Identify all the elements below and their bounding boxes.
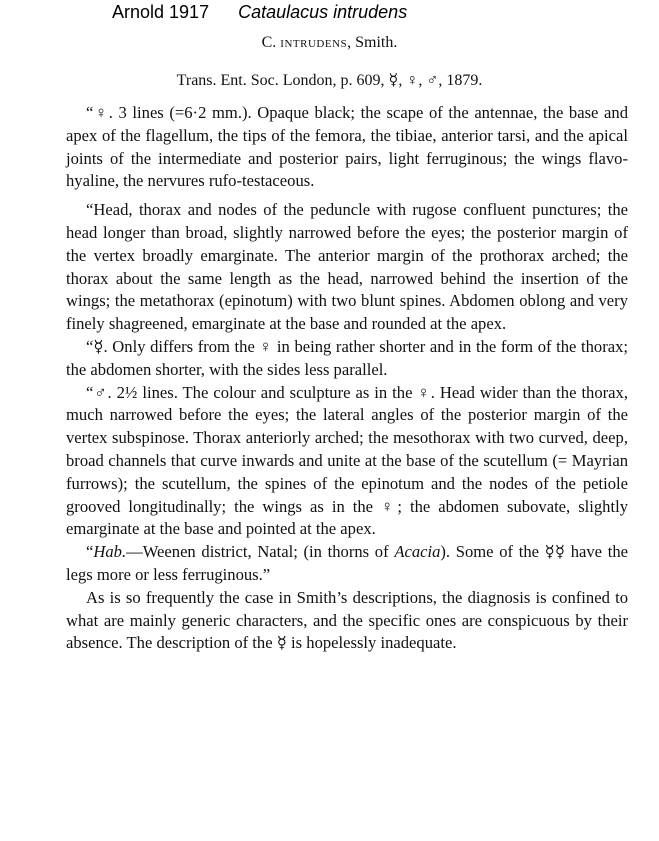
male-description-paragraph: “♂. 2½ lines. The colour and sculpture as in the ♀. Head wider than the thorax, much narrowed before the eyes; the lateral angles of the posterior margin of the vertex subspinose. Thorax anteriorly arched; the mesothorax with two curved, deep, broad channels that curve inwards and unite at the base of the scutellum (= Mayrian furrows); the scutellum, the spines of the epinotum and the nodes of the petiole grooved longitudinally; the wings as in the ♀; the abdomen subovate, slightly emarginate at the base and pointed at the apex. bbox=[66, 382, 628, 539]
title-prefix: C. bbox=[261, 34, 281, 51]
species-title bbox=[0, 34, 659, 52]
hab-genus: Acacia bbox=[394, 542, 441, 562]
female-description-paragraph: “♀. 3 lines (=6·2 mm.). Opaque black; the scape of the antennae, the base and apex of the flagellum, the tips of the femora, the tibiae, anterior tarsi, and the apical joints of the intermediate and posterior pairs, light ferruginous; the wings flavo-hyaline, the nervures rufo-testaceous. bbox=[66, 103, 628, 191]
header-species: Cataulacus intrudens bbox=[238, 2, 408, 22]
page-header bbox=[112, 2, 407, 23]
title-name: intrudens bbox=[280, 34, 348, 51]
hab-label: Hab. bbox=[93, 542, 127, 562]
description-body bbox=[66, 102, 628, 655]
hab-text-before: —Weenen district, Natal; (in thorns of bbox=[126, 542, 395, 562]
citation-reference: Trans. Ent. Soc. London, p. 609, ☿, ♀, ♂, 1879. bbox=[176, 72, 483, 89]
title-suffix: , Smith. bbox=[347, 34, 398, 51]
commentary-paragraph: As is so frequently the case in Smith’s descriptions, the diagnosis is confined to what are mainly generic characters, and the specific ones are conspicuous by their absence. The description of the ☿ is hopelessly inadequate. bbox=[66, 587, 628, 653]
head-thorax-paragraph: “Head, thorax and nodes of the peduncle with rugose confluent punctures; the head longer than broad, slightly narrowed before the eyes; the posterior margin of the vertex broadly emarginate. The anterior margin of the prothorax arched; the thorax about the same length as the head, narrowed behind the insertion of the wings; the metathorax (epinotum) with two blunt spines. Abdomen oblong and very finely shagreened, emarginate at the base and rounded at the apex. bbox=[66, 200, 628, 334]
header-author: Arnold 1917 bbox=[112, 2, 210, 22]
worker-description-paragraph: “☿. Only differs from the ♀ in being rather shorter and in the form of the thorax; the abdomen shorter, with the sides less parallel. bbox=[66, 336, 628, 379]
habitat-paragraph: “Hab.—Weenen district, Natal; (in thorns of Acacia). Some of the ☿☿ have the legs more or less ferruginous.” bbox=[66, 542, 628, 584]
hab-text-after: ). Some of the ☿☿ have the legs more or less ferruginous.” bbox=[66, 542, 628, 584]
